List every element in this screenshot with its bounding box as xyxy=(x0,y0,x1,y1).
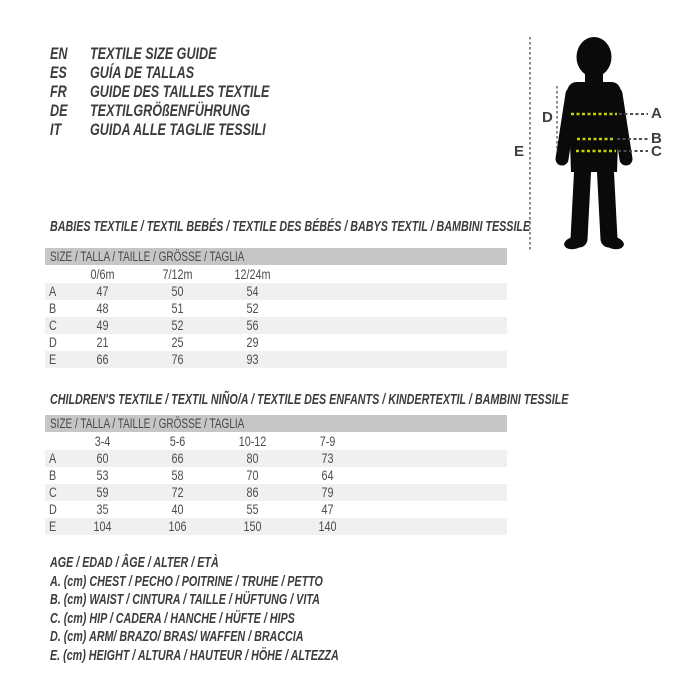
children-table-header: SIZE / TALLA / TAILLE / GRÖSSE / TAGLIA xyxy=(45,415,507,432)
cell-value: 52 xyxy=(171,318,184,333)
language-title: GUÍA DE TALLAS xyxy=(90,63,195,83)
table-row xyxy=(45,501,507,518)
cell-value: 86 xyxy=(246,485,259,500)
children-section-title: CHILDREN'S TEXTILE / TEXTIL NIÑO/A / TEXTILE DES ENFANTS / KINDERTEXTIL / BAMBINI TESSILE xyxy=(50,392,569,408)
row-label: B xyxy=(49,301,57,316)
language-code: IT xyxy=(50,119,62,139)
row-label: D xyxy=(49,502,57,517)
cell-value: 93 xyxy=(246,352,259,367)
cell-value: 106 xyxy=(168,519,187,534)
row-label: C xyxy=(49,485,57,500)
measure-label-height: E xyxy=(514,143,525,160)
table-row xyxy=(45,450,507,467)
row-label: D xyxy=(49,335,57,350)
cell-value: 47 xyxy=(321,502,334,517)
row-label: C xyxy=(49,318,57,333)
column-header-size: 3-4 xyxy=(94,433,111,449)
children-size-table xyxy=(45,415,507,535)
babies-table-header: SIZE / TALLA / TAILLE / GRÖSSE / TAGLIA xyxy=(45,248,507,265)
table-row xyxy=(45,300,507,317)
language-code: DE xyxy=(50,100,68,120)
cell-value: 35 xyxy=(96,502,109,517)
cell-value: 76 xyxy=(171,352,184,367)
table-row xyxy=(45,518,507,535)
cell-value: 40 xyxy=(171,502,184,517)
row-label: E xyxy=(49,519,57,534)
cell-value: 21 xyxy=(96,335,109,350)
cell-value: 70 xyxy=(246,468,259,483)
column-header-size: 7/12m xyxy=(162,266,193,282)
cell-value: 104 xyxy=(93,519,112,534)
table-row xyxy=(45,283,507,300)
measure-label-waist: B xyxy=(651,130,662,147)
legend-waist-line: B. (cm) WAIST / CINTURA / TAILLE / HÜFTUNG / VITA xyxy=(50,592,320,609)
cell-value: 66 xyxy=(96,352,109,367)
legend-hip-line: C. (cm) HIP / CADERA / HANCHE / HÜFTE / HIPS xyxy=(50,610,295,627)
cell-value: 25 xyxy=(171,335,184,350)
language-code: ES xyxy=(50,63,67,83)
cell-value: 48 xyxy=(96,301,109,316)
child-silhouette-icon xyxy=(562,37,626,251)
language-title: GUIDE DES TAILLES TEXTILE xyxy=(90,82,270,101)
cell-value: 59 xyxy=(96,485,109,500)
legend-age-line: AGE / EDAD / ÂGE / ALTER / ETÀ xyxy=(50,555,219,572)
cell-value: 66 xyxy=(171,451,184,466)
language-code: FR xyxy=(50,82,67,101)
language-title-list xyxy=(50,45,332,139)
row-label: A xyxy=(49,451,57,466)
row-label: E xyxy=(49,352,57,367)
column-header-size: 0/6m xyxy=(90,266,115,282)
language-row-it xyxy=(50,120,332,139)
babies-size-table xyxy=(45,248,507,368)
measure-label-hip: C xyxy=(651,143,662,160)
cell-value: 47 xyxy=(96,284,109,299)
cell-value: 79 xyxy=(321,485,334,500)
cell-value: 53 xyxy=(96,468,109,483)
legend-height-line: E. (cm) HEIGHT / ALTURA / HAUTEUR / HÖHE / ALTEZZA xyxy=(50,647,339,664)
cell-value: 73 xyxy=(321,451,334,466)
cell-value: 150 xyxy=(243,519,262,534)
language-row-fr xyxy=(50,83,332,102)
children-column-headers xyxy=(45,432,507,450)
cell-value: 55 xyxy=(246,502,259,517)
measurement-legend xyxy=(50,554,440,665)
cell-value: 56 xyxy=(246,318,259,333)
language-row-en xyxy=(50,45,332,64)
table-row xyxy=(45,317,507,334)
column-header-size: 10-12 xyxy=(238,433,267,449)
babies-column-headers xyxy=(45,265,507,283)
column-header-size: 5-6 xyxy=(169,433,186,449)
legend-arm-line: D. (cm) ARM/ BRAZO/ BRAS/ WAFFEN / BRACCIA xyxy=(50,629,304,646)
table-row xyxy=(45,351,507,368)
cell-value: 140 xyxy=(318,519,337,534)
cell-value: 58 xyxy=(171,468,184,483)
row-label: A xyxy=(49,284,57,299)
language-title: TEXTILE SIZE GUIDE xyxy=(90,44,217,64)
row-label: B xyxy=(49,468,57,483)
cell-value: 64 xyxy=(321,468,334,483)
table-row xyxy=(45,334,507,351)
language-title: GUIDA ALLE TAGLIE TESSILI xyxy=(90,119,266,139)
legend-chest-line: A. (cm) CHEST / PECHO / POITRINE / TRUHE / PETTO xyxy=(50,573,323,590)
cell-value: 51 xyxy=(171,301,184,316)
column-header-size: 7-9 xyxy=(319,433,336,449)
cell-value: 50 xyxy=(171,284,184,299)
language-title: TEXTILGRÖßENFÜHRUNG xyxy=(90,100,251,120)
table-row xyxy=(45,467,507,484)
cell-value: 54 xyxy=(246,284,259,299)
measure-label-arm: D xyxy=(542,109,553,126)
cell-value: 60 xyxy=(96,451,109,466)
column-header-size: 12/24m xyxy=(234,266,271,282)
language-row-es xyxy=(50,64,332,83)
language-row-de xyxy=(50,101,332,120)
language-code: EN xyxy=(50,44,68,64)
cell-value: 80 xyxy=(246,451,259,466)
table-row xyxy=(45,484,507,501)
cell-value: 29 xyxy=(246,335,259,350)
cell-value: 49 xyxy=(96,318,109,333)
cell-value: 52 xyxy=(246,301,259,316)
cell-value: 72 xyxy=(171,485,184,500)
babies-section-title: BABIES TEXTILE / TEXTIL BEBÉS / TEXTILE DES BÉBÉS / BABYS TEXTIL / BAMBINI TESSILE xyxy=(50,219,531,235)
measure-label-chest: A xyxy=(651,105,662,122)
